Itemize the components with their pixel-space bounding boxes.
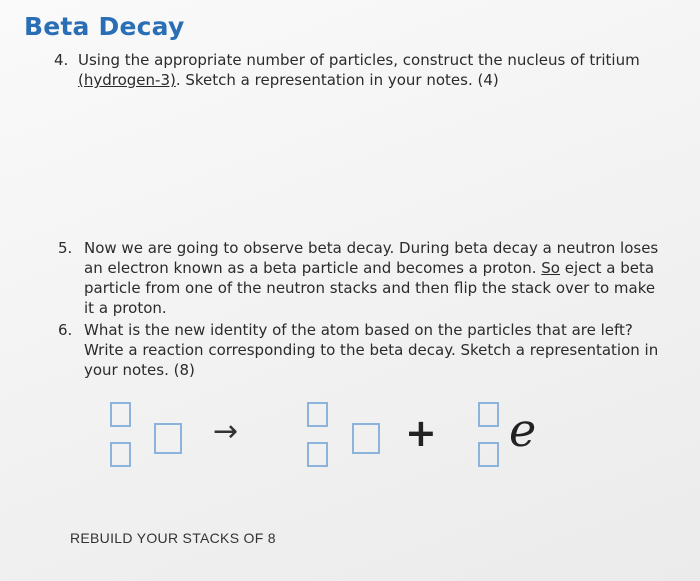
- question-text: Now we are going to observe beta decay. During beta decay a neutron loses an electron known as a beta particle and becomes a proton. So eject a beta particle from one of the neutron stacks and then flip the stack over to make it a proton.: [84, 239, 659, 317]
- electron-charge-box[interactable]: [478, 442, 499, 467]
- product-atomic-number-box[interactable]: [307, 442, 328, 467]
- product-symbol-box[interactable]: [352, 423, 380, 454]
- question-text: Using the appropriate number of particles, construct the nucleus of tritium (hydrogen-3). Sketch a representation in your notes. (4): [78, 51, 640, 89]
- reactant-symbol-box[interactable]: [154, 423, 182, 454]
- plus-sign: +: [405, 411, 437, 455]
- reactant-atomic-number-box[interactable]: [110, 442, 131, 467]
- question-number: 6.: [58, 321, 73, 339]
- question-number: 5.: [58, 239, 73, 257]
- footer-instruction: REBUILD YOUR STACKS OF 8: [70, 530, 276, 546]
- reaction-arrow: →: [213, 414, 239, 449]
- reactant-mass-number-box[interactable]: [110, 402, 131, 427]
- electron-symbol: e: [509, 403, 537, 457]
- electron-mass-number-box[interactable]: [478, 402, 499, 427]
- question-text: What is the new identity of the atom based on the particles that are left? Write a reaction corresponding to the beta decay. Sketch a representation in your notes. (8): [84, 321, 659, 379]
- underlined-term: So: [541, 259, 560, 277]
- question-number: 4.: [54, 51, 69, 69]
- page-title: Beta Decay: [24, 12, 185, 41]
- underlined-term: (hydrogen-3): [78, 71, 176, 89]
- product-mass-number-box[interactable]: [307, 402, 328, 427]
